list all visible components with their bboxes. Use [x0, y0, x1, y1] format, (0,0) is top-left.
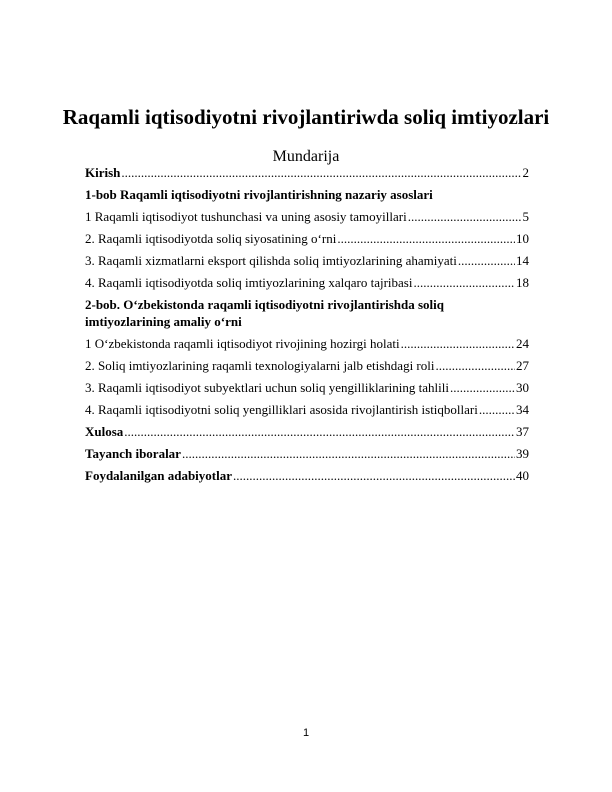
toc-entry-label: 2. Raqamli iqtisodiyotda soliq siyosatining o‘rni — [85, 231, 337, 246]
toc-entry-1-2[interactable] — [85, 230, 529, 247]
toc-leader-dots — [337, 230, 515, 247]
toc-entry-kirish[interactable] — [85, 164, 529, 181]
toc-entry-page: 14 — [516, 253, 529, 268]
toc-entry-2-1[interactable] — [85, 335, 529, 352]
toc-entry-1-4[interactable] — [85, 274, 529, 291]
toc-entry-page: 34 — [516, 402, 529, 417]
toc-entry-label: Xulosa — [85, 424, 124, 439]
toc-entry-page: 24 — [516, 336, 529, 351]
toc-entry-label: 3. Raqamli iqtisodiyot subyektlari uchun soliq yengilliklarining tahlili — [85, 380, 449, 395]
toc-leader-dots — [458, 252, 515, 269]
table-of-contents — [85, 164, 529, 489]
toc-entry-label: 4. Raqamli iqtisodiyotni soliq yengilliklari asosida rivojlantirish istiqbollari — [85, 402, 478, 417]
toc-leader-dots — [450, 379, 515, 396]
toc-leader-dots — [182, 445, 515, 462]
toc-chapter-1-heading[interactable]: 1-bob Raqamli iqtisodiyotni rivojlantirishning nazariy asoslari — [85, 187, 433, 202]
toc-entry-page: 2 — [522, 165, 529, 180]
toc-entry-tayanch-iboralar[interactable] — [85, 445, 529, 462]
toc-entry-page: 10 — [516, 231, 529, 246]
toc-entry-page: 37 — [516, 424, 529, 439]
toc-entry-label: 2. Soliq imtiyozlarining raqamli texnologiyalarni jalb etishdagi roli — [85, 358, 435, 373]
toc-leader-dots — [233, 467, 515, 484]
toc-entry-label: 3. Raqamli xizmatlarni eksport qilishda soliq imtiyozlarining ahamiyati — [85, 253, 457, 268]
toc-entry-2-4[interactable] — [85, 401, 529, 418]
toc-heading: Mundarija — [272, 148, 340, 165]
toc-leader-dots — [479, 401, 515, 418]
toc-entry-1-3[interactable] — [85, 252, 529, 269]
toc-entry-page: 18 — [516, 275, 529, 290]
toc-entry-page: 27 — [516, 358, 529, 373]
toc-entry-label: Foydalanilgan adabiyotlar — [85, 468, 232, 483]
toc-entry-2-2[interactable] — [85, 357, 529, 374]
toc-entry-label: Tayanch iboralar — [85, 446, 181, 461]
toc-entry-2-3[interactable] — [85, 379, 529, 396]
toc-leader-dots — [436, 357, 516, 374]
toc-leader-dots — [124, 423, 515, 440]
toc-entry-page: 30 — [516, 380, 529, 395]
toc-entry-label: 1 O‘zbekistonda raqamli iqtisodiyot rivojining hozirgi holati — [85, 336, 400, 351]
toc-entry-xulosa[interactable] — [85, 423, 529, 440]
toc-chapter-2-heading[interactable]: 2-bob. O‘zbekistonda raqamli iqtisodiyotni rivojlantirishda soliq imtiyozlarining amaliy o‘rni — [85, 297, 445, 329]
document-title: Raqamli iqtisodiyotni rivojlantiriwda soliq imtiyozlari — [62, 105, 550, 129]
toc-leader-dots — [401, 335, 515, 352]
toc-entry-page: 39 — [516, 446, 529, 461]
toc-entry-page: 5 — [522, 209, 529, 224]
toc-leader-dots — [413, 274, 515, 291]
toc-leader-dots — [408, 208, 522, 225]
toc-entry-1-1[interactable] — [85, 208, 529, 225]
toc-entry-label: 1 Raqamli iqtisodiyot tushunchasi va uning asosiy tamoyillari — [85, 209, 407, 224]
toc-entry-foydalanilgan-adabiyotlar[interactable] — [85, 467, 529, 484]
page-number: 1 — [302, 727, 310, 739]
toc-entry-label: Kirish — [85, 165, 121, 180]
toc-leader-dots — [121, 164, 521, 181]
toc-entry-page: 40 — [516, 468, 529, 483]
toc-entry-label: 4. Raqamli iqtisodiyotda soliq imtiyozlarining xalqaro tajribasi — [85, 275, 413, 290]
